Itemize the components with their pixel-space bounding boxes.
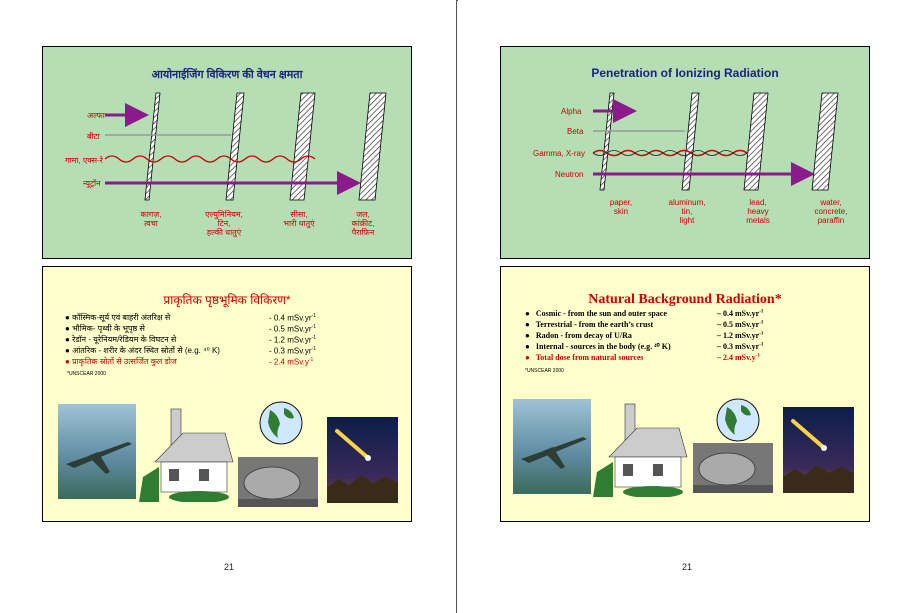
material-lead: सीसा, भारी धातुएं (283, 210, 315, 228)
label-alpha: Alpha (561, 107, 582, 116)
penetration-slide-english (500, 46, 870, 259)
comet-sky-image (783, 407, 854, 493)
comet-sky-image (327, 417, 398, 503)
earth-globe-image (258, 400, 304, 446)
list-item: ● भौमिक- पृथ्वी के भूपृष्ठ से (65, 324, 145, 333)
label-alpha: अल्फा (87, 111, 105, 120)
material-paper: paper, skin (609, 198, 633, 216)
list-item-total: ● Total dose from natural sources (525, 353, 644, 362)
label-beta: Beta (567, 127, 584, 136)
list-item: ● Radon - from decay of U/Ra (525, 331, 632, 340)
penetration-slide-hindi (42, 46, 412, 259)
barrier-water (812, 93, 838, 190)
dose-value: – 0.3 $mSv.yr^{-1}$ (717, 342, 764, 351)
dose-value: – 1.2 $mSv.yr^{-1}$ (717, 331, 764, 340)
dose-value: - 0.4 $mSv.yr^{-1}$ (269, 313, 316, 323)
right-page (458, 0, 916, 613)
list-item: ● Terrestrial - from the earth’s crust (525, 320, 654, 329)
material-aluminum: aluminum, tin, light (668, 198, 706, 225)
label-gamma: गामा, एक्स-रे (65, 156, 103, 165)
spy-plane-image (58, 404, 136, 499)
radon-tank-image (238, 457, 318, 507)
slide-title: प्राकृतिक पृष्ठभूमिक विकिरण* (163, 293, 291, 307)
dose-value: – 0.4 $mSv.yr^{-1}$ (717, 309, 764, 318)
list-item: ● Internal - sources in the body (e.g. ⁴⁰ K) (525, 342, 671, 351)
dose-value: - 1.2 $mSv.yr^{-1}$ (269, 335, 316, 345)
list-item-total: ● प्राकृतिक स्रोतों से उत्सर्जित कुल डोज (65, 357, 177, 366)
house-image (139, 407, 235, 502)
list-item: ● कॉस्मिक-सूर्य एवं बाहरी अंतरिक्ष से (65, 313, 171, 322)
gamma-ray (105, 156, 315, 162)
label-beta: बीटा (87, 132, 100, 141)
source-note: *UNSCEAR 2000 (525, 368, 564, 374)
list-item: ● आंतरिक - शरीर के अंदर स्थित स्रोतों से (e.g. ⁴⁰ K) (65, 346, 220, 355)
material-paper: कागज़, त्वचा (140, 210, 162, 228)
list-item: ● रेडॉन - यूरेनियम/रेडियम के विघटन से (65, 335, 177, 344)
page-number: 21 (224, 562, 235, 572)
earth-globe-image (715, 397, 761, 443)
page-number: 21 (682, 562, 693, 572)
dose-value-total: - 2.4 $mSv.y^{-1}$ (269, 357, 314, 367)
dose-value: – 0.5 $mSv.yr^{-1}$ (717, 320, 764, 329)
material-aluminum: एल्युमिनियम, टिन, हल्की धातुएं (205, 210, 243, 237)
material-water: जल, कांक्रीट, पैराफ़िन (351, 210, 375, 237)
spy-plane-image (513, 399, 591, 494)
background-radiation-slide-english (500, 266, 870, 522)
source-note: *UNSCEAR 2000 (67, 371, 106, 377)
label-neutron: न्यूट्रॉन (83, 179, 101, 188)
label-neutron: Neutron (555, 170, 584, 179)
slide-title: Penetration of Ionizing Radiation (591, 66, 779, 80)
left-page (0, 0, 457, 613)
barrier-water (359, 93, 386, 200)
dose-value: - 0.3 $mSv.yr^{-1}$ (269, 346, 316, 356)
background-radiation-slide-hindi (42, 266, 412, 522)
dose-value-total: – 2.4 $mSv.y^{-1}$ (717, 353, 760, 362)
material-lead: lead, heavy metals (746, 198, 770, 225)
slide-title: आयोनाईजिंग विकिरण की वेधन क्षमता (151, 69, 303, 81)
dose-value: - 0.5 $mSv.yr^{-1}$ (269, 324, 316, 334)
radon-tank-image (693, 443, 773, 493)
list-item: ● Cosmic - from the sun and outer space (525, 309, 667, 318)
material-water: water, concrete, paraffin (814, 198, 848, 225)
gamma-ray (593, 151, 747, 156)
house-image (593, 402, 689, 497)
label-gamma: Gamma, X-ray (533, 149, 586, 158)
slide-title: Natural Background Radiation* (588, 292, 782, 307)
